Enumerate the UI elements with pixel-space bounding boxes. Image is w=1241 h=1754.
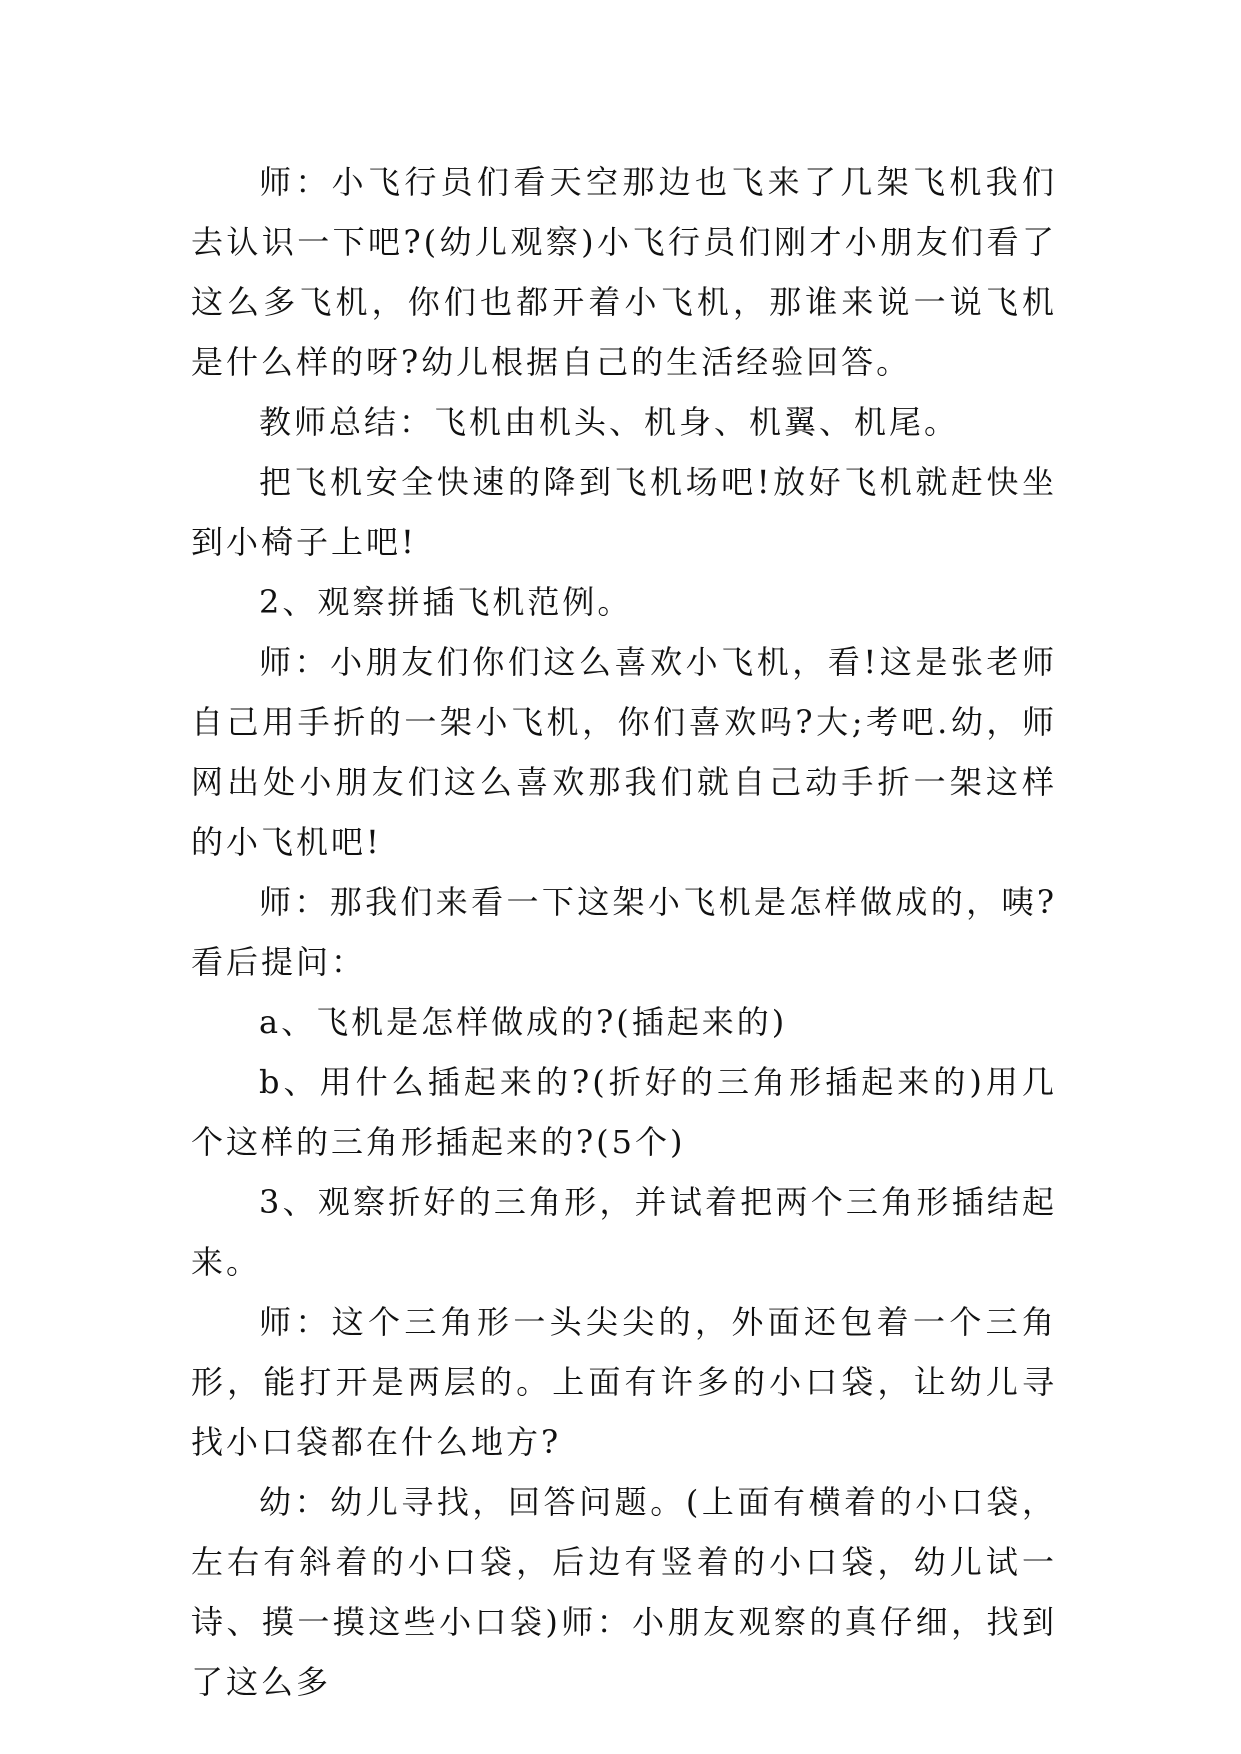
paragraph-step-2-heading: 2、观察拼插飞机范例。 [259,583,633,621]
paragraph-paper-plane-example: 师：小朋友们你们这么喜欢小飞机，看!这是张老师自己用手折的一架小飞机，你们喜欢吗?大;考吧.幼，师网出处小朋友们这么喜欢那我们就自己动手折一架这样的小飞机吧! [191,643,1057,861]
paragraph-intro-planes: 师：小飞行员们看天空那边也飞来了几架飞机我们去认识一下吧?(幼儿观察)小飞行员们刚才小朋友们看了这么多飞机，你们也都开着小飞机，那谁来说一说飞机是什么样的呀?幼儿根据自己的生活经验回答。 [191,163,1057,381]
paragraph-question-a: a、飞机是怎样做成的?(插起来的) [259,1003,788,1041]
document-body [191,152,1057,1712]
paragraph-teacher-summary: 教师总结：飞机由机头、机身、机翼、机尾。 [259,403,960,441]
paragraph-question-b: b、用什么插起来的?(折好的三角形插起来的)用几个这样的三角形插起来的?(5个) [191,1063,1057,1161]
paragraph-landing: 把飞机安全快速的降到飞机场吧!放好飞机就赶快坐到小椅子上吧! [191,463,1057,561]
paragraph-children-search: 幼：幼儿寻找，回答问题。(上面有横着的小口袋，左右有斜着的小口袋，后边有竖着的小口袋，幼儿试一诗、摸一摸这些小口袋)师：小朋友观察的真仔细，找到了这么多 [191,1483,1057,1701]
paragraph-how-made: 师：那我们来看一下这架小飞机是怎样做成的，咦?看后提问： [191,883,1057,981]
paragraph-step-3-heading: 3、观察折好的三角形，并试着把两个三角形插结起来。 [191,1183,1057,1281]
paragraph-triangle-description: 师：这个三角形一头尖尖的，外面还包着一个三角形，能打开是两层的。上面有许多的小口袋，让幼儿寻找小口袋都在什么地方? [191,1303,1057,1461]
